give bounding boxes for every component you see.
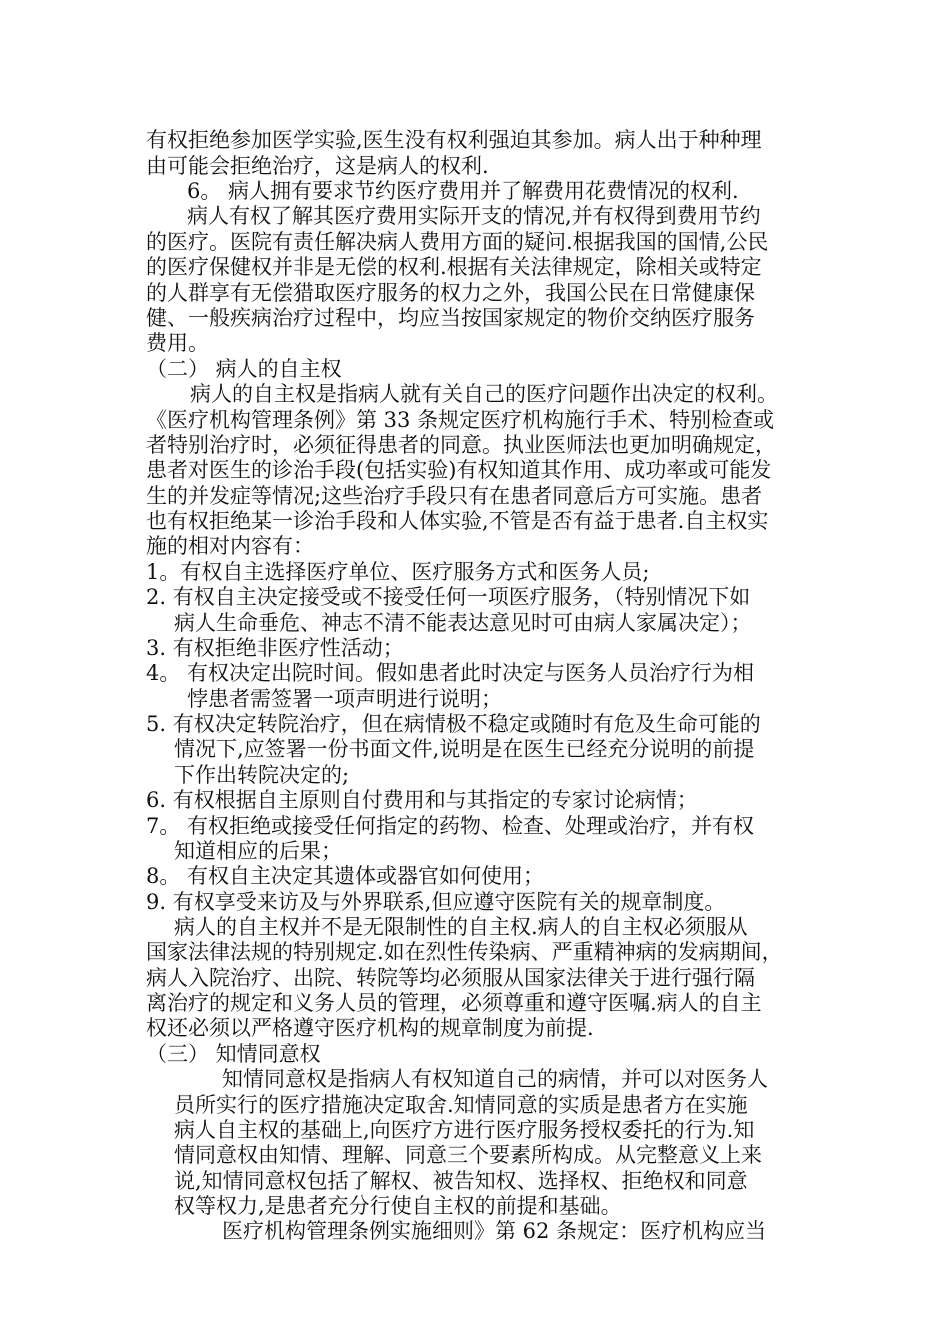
paragraph-line: 的人群享有无偿猎取医疗服务的权力之外，我国公民在日常健康保 bbox=[146, 281, 755, 305]
list-item: 6. 有权根据自主原则自付费用和与其指定的专家讨论病情； bbox=[146, 788, 698, 812]
paragraph-line: 病人自主权的基础上,向医疗方进行医疗服务授权委托的行为.知 bbox=[174, 1118, 755, 1142]
section-heading-autonomy: （二） 病人的自主权 bbox=[146, 357, 342, 381]
paragraph-line: 施的相对内容有： bbox=[146, 534, 314, 558]
paragraph-line: 有权拒绝参加医学实验,医生没有权利强迫其参加。病人出于种种理 bbox=[146, 128, 762, 152]
list-item: 4。 有权决定出院时间。假如患者此时决定与医务人员治疗行为相 bbox=[146, 661, 755, 685]
list-item: 3. 有权拒绝非医疗性活动； bbox=[146, 636, 404, 660]
paragraph-line: 《医疗机构管理条例》第 33 条规定医疗机构施行手术、特别检查或 bbox=[146, 408, 775, 432]
paragraph-line: 说,知情同意权包括了解权、被告知权、选择权、拒绝权和同意 bbox=[174, 1169, 748, 1193]
paragraph-line: 费用。 bbox=[146, 331, 209, 355]
paragraph-line: 病人的自主权并不是无限制性的自主权.病人的自主权必须服从 bbox=[174, 915, 748, 939]
paragraph-line: 生的并发症等情况;这些治疗手段只有在患者同意后方可实施。患者 bbox=[146, 484, 763, 508]
list-item: 8。 有权自主决定其遗体或器官如何使用； bbox=[146, 864, 545, 888]
section-heading-informed-consent: （三） 知情同意权 bbox=[146, 1042, 321, 1066]
paragraph-line: 员所实行的医疗措施决定取舍.知情同意的实质是患者方在实施 bbox=[174, 1093, 748, 1117]
numbered-item-6: 6。 病人拥有要求节约医疗费用并了解费用花费情况的权利. bbox=[187, 179, 739, 203]
paragraph-line: 病人有权了解其医疗费用实际开支的情况,并有权得到费用节约 bbox=[187, 204, 761, 228]
paragraph-line: 国家法律法规的特别规定.如在烈性传染病、严重精神病的发病期间， bbox=[146, 940, 783, 964]
paragraph-line: 医疗机构管理条例实施细则》第 62 条规定：医疗机构应当 bbox=[222, 1219, 767, 1243]
paragraph-line: 的医疗。医院有责任解决病人费用方面的疑问.根据我国的国情,公民 bbox=[146, 230, 769, 254]
list-item-continuation: 知道相应的后果； bbox=[174, 839, 342, 863]
paragraph-line: 知情同意权是指病人有权知道自己的病情，并可以对医务人 bbox=[222, 1067, 768, 1091]
list-item: 7。 有权拒绝或接受任何指定的药物、检查、处理或治疗，并有权 bbox=[146, 814, 755, 838]
list-item: 1。有权自主选择医疗单位、医疗服务方式和医务人员; bbox=[146, 560, 650, 584]
paragraph-line: 也有权拒绝某一诊治手段和人体实验,不管是否有益于患者.自主权实 bbox=[146, 509, 769, 533]
paragraph-line: 离治疗的规定和义务人员的管理，必须尊重和遵守医嘱.病人的自主 bbox=[146, 991, 762, 1015]
paragraph-line: 情同意权由知情、理解、同意三个要素所构成。从完整意义上来 bbox=[174, 1143, 762, 1167]
list-item-continuation: 情况下,应签署一份书面文件,说明是在医生已经充分说明的前提 bbox=[174, 737, 755, 761]
paragraph-line: 患者对医生的诊治手段(包括实验)有权知道其作用、成功率或可能发 bbox=[146, 458, 772, 482]
list-item-continuation: 下作出转院决定的; bbox=[174, 763, 350, 787]
list-item-continuation: 悖患者需签署一项声明进行说明； bbox=[187, 687, 502, 711]
paragraph-line: 的医疗保健权并非是无偿的权利.根据有关法律规定，除相关或特定 bbox=[146, 255, 762, 279]
list-item: 2. 有权自主决定接受或不接受任何一项医疗服务，（特别情况下如 bbox=[146, 585, 751, 609]
paragraph-line: 权等权力,是患者充分行使自主权的前提和基础。 bbox=[174, 1194, 622, 1218]
paragraph-line: 权还必须以严格遵守医疗机构的规章制度为前提. bbox=[146, 1016, 594, 1040]
list-item: 5. 有权决定转院治疗，但在病情极不稳定或随时有危及生命可能的 bbox=[146, 712, 761, 736]
paragraph-line: 病人的自主权是指病人就有关自己的医疗问题作出决定的权利。 bbox=[190, 382, 778, 406]
paragraph-line: 健、一般疾病治疗过程中，均应当按国家规定的物价交纳医疗服务 bbox=[146, 306, 755, 330]
list-item-continuation: 病人生命垂危、神志不清不能表达意见时可由病人家属决定）； bbox=[174, 611, 752, 635]
paragraph-line: 病人入院治疗、出院、转院等均必须服从国家法律关于进行强行隔 bbox=[146, 966, 755, 990]
list-item: 9. 有权享受来访及与外界联系,但应遵守医院有关的规章制度。 bbox=[146, 890, 726, 914]
paragraph-line: 由可能会拒绝治疗，这是病人的权利. bbox=[146, 154, 489, 178]
paragraph-line: 者特别治疗时，必须征得患者的同意。执业医师法也更加明确规定， bbox=[146, 433, 776, 457]
